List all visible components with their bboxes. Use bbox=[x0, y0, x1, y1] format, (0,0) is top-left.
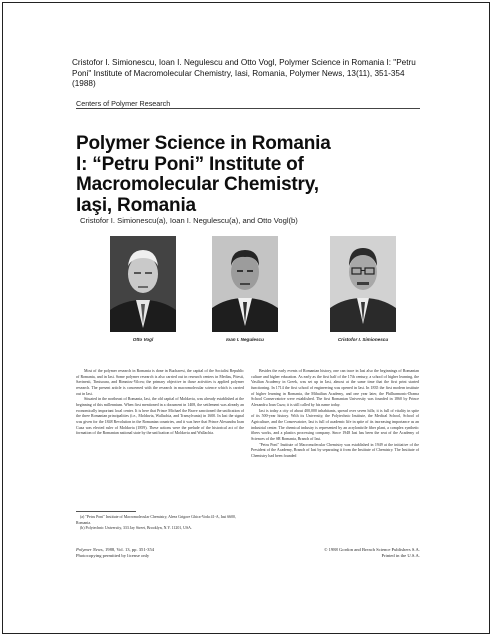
printed-line: Printed in the U.S.A. bbox=[381, 553, 420, 558]
portrait-photo-negulescu bbox=[212, 236, 278, 332]
photocopy-note: Photocopying permitted by license only bbox=[76, 553, 150, 558]
copyright-block bbox=[286, 547, 420, 559]
photo-caption: Cristofor I. Simionescu bbox=[337, 337, 389, 342]
body-paragraph: "Petru Poni" Institute of Macromolecular Chemistry was established in 1949 at the initiative of the President of the Academy, Branch of Iasi by separating it from the Institute of Chemistry. The Institute of Chemistry had been founded bbox=[251, 441, 419, 458]
footnote: (b) Polytechnic University, 333 Jay Street, Brooklyn, N.Y. 11201, USA. bbox=[80, 526, 192, 531]
body-paragraph: Besides the early events of Romanian history, one can trace in Iasi also the beginnings of Romanian culture and higher education. As early as the first half of the 17th century, a school of higher learning, the Vasilian Academy in Greek, was set up in Iasi, almost at the same time that the first print started functioning. In 1714 the first school of engineering was opened in Iasi. In 1835 the first modern institute of higher learning in Romania, the Mihailian Academy, and one year later, the Philharmonic-Drama School Conservatoire were established. The first Romanian University was founded in 1860 by Prince Alexandru Ioan Cuza; it is still called by his name today. bbox=[251, 368, 419, 407]
photo-caption: Ioan I. Negulescu bbox=[226, 337, 264, 342]
portrait-photo-vogl bbox=[110, 236, 176, 332]
citation-header: Cristofor I. Simionescu, Ioan I. Negulescu and Otto Vogl, Polymer Science in Romania I: "Petru Poni" Institute of Macromolecular Chemistry, Iasi, Romania, Polymer News, 13(11), 351-354 (1988) bbox=[72, 58, 416, 89]
body-paragraph: Situated in the northeast of Romania, Iasi, the old capital of Moldavia, was already established at the beginning of this millennium. When first mentioned in a document in 1408, the settlement was already an economically important local center. It is here that Prince Michael the Brave sanctioned the unification of the three Romanian principalities (i.e., Moldavia, Wallachia, and Transylvania) in 1600. In Iasi the signal was given for the 1848 Revolution in the Romanian countries, and it was here that Prince Alexandru Ioan Cuza was elected ruler of Moldavia (1859). These actions were the prelude of the historical act of the formation of the Romanian national state by the unification of Moldavia and Wallachia. bbox=[76, 396, 244, 436]
footnote-rule bbox=[76, 511, 136, 512]
footnote: (a) "Petru Poni" Institute of Macromolecular Chemistry, Aleea Grigore Ghica-Voda 41-A, Iasi 6600, Romania. bbox=[76, 515, 236, 525]
body-paragraph: Most of the polymer research in Romania is done in Bucharest, the capital of the Socialist Republic of Romania, and in Iasi. Some polymer research is also carried out in research centers in Medias, Pitesti, Savinesti, Timisoara, and Rimnicu-Vilcea; the primary objective in those activities is applied polymer research. The present article is concerned with the research in macromolecular science which is carried out in Iasi. bbox=[76, 368, 244, 396]
title-line: Macromolecular Chemistry, bbox=[76, 174, 319, 195]
journal-info bbox=[76, 547, 154, 559]
body-column-right bbox=[251, 368, 419, 459]
journal-volume: , 1988, Vol. 13, pp. 351-354 bbox=[102, 547, 155, 552]
title-line: Polymer Science in Romania bbox=[76, 133, 331, 154]
photo-caption: Otto Vogl bbox=[132, 337, 154, 342]
journal-name: Polymer News bbox=[76, 547, 103, 552]
section-label: Centers of Polymer Research bbox=[76, 99, 171, 108]
body-column-left bbox=[76, 368, 244, 436]
section-rule bbox=[76, 108, 420, 109]
title-line: Iaşi, Romania bbox=[76, 194, 196, 216]
body-paragraph: Iasi is today a city of about 400,000 inhabitants, spread over seven hills; it is full of vitality in spite of its 500-year history. With its University, the Polytechnic Institute, the Medical School, School of Agriculture, and the Conservatoire, Iasi is full of academic life in spite of its increasing importance as an industrial center. The chemical industry is represented by an acrylonitrile fiber plant, a complex synthetic fibers works, and a plastics processing company. Since 1948 Iasi has been the seat of the Academy of Sciences of the SR Romania, Branch of Iasi. bbox=[251, 407, 419, 441]
portrait-photo-simionescu bbox=[330, 236, 396, 332]
footnotes bbox=[76, 515, 244, 532]
article-title bbox=[76, 134, 420, 216]
author-line: Cristofor I. Simionescu(a), Ioan I. Negulescu(a), and Otto Vogl(b) bbox=[80, 216, 298, 225]
copyright-line: © 1988 Gordon and Breach Science Publishers S.A. bbox=[324, 547, 420, 552]
title-line: I: “Petru Poni” Institute of bbox=[76, 153, 304, 175]
